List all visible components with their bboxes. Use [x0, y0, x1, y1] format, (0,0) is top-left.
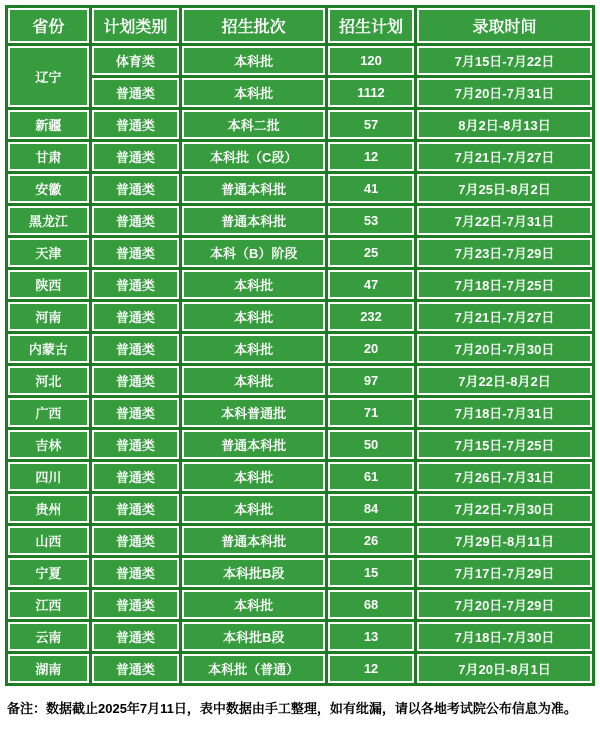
table-cell: 本科批（普通）: [182, 654, 325, 683]
column-header: 省份: [8, 8, 89, 43]
table-row: [8, 174, 592, 203]
table-cell: 本科批（C段）: [182, 142, 325, 171]
table-cell: 云南: [8, 622, 89, 651]
table-cell: 120: [328, 46, 414, 75]
table-cell: 江西: [8, 590, 89, 619]
table-cell: 陕西: [8, 270, 89, 299]
table-row: [8, 654, 592, 683]
table-cell: 13: [328, 622, 414, 651]
table-row: [8, 430, 592, 459]
table-cell: 普通类: [92, 494, 180, 523]
table-row: [8, 366, 592, 395]
table-cell: 本科批: [182, 302, 325, 331]
table-cell: 湖南: [8, 654, 89, 683]
table-cell: 53: [328, 206, 414, 235]
table-cell: 普通本科批: [182, 526, 325, 555]
column-header: 计划类别: [92, 8, 180, 43]
table-row: [8, 334, 592, 363]
table-row: [8, 46, 592, 75]
table-cell: 普通本科批: [182, 430, 325, 459]
table-cell: 84: [328, 494, 414, 523]
table-cell: 新疆: [8, 110, 89, 139]
table-row: [8, 622, 592, 651]
table-cell: 山西: [8, 526, 89, 555]
table-cell: 普通类: [92, 238, 180, 267]
table-body: [8, 46, 592, 683]
table-cell: 辽宁: [8, 46, 89, 107]
table-cell: 50: [328, 430, 414, 459]
table-cell: 普通类: [92, 142, 180, 171]
table-cell: 普通类: [92, 654, 180, 683]
table-row: [8, 558, 592, 587]
table-row: [8, 206, 592, 235]
table-cell: 7月22日-7月30日: [417, 494, 592, 523]
table-cell: 12: [328, 142, 414, 171]
table-cell: 本科批B段: [182, 622, 325, 651]
table-cell: 8月2日-8月13日: [417, 110, 592, 139]
table-cell: 7月22日-7月31日: [417, 206, 592, 235]
table-cell: 普通类: [92, 302, 180, 331]
table-cell: 7月20日-7月29日: [417, 590, 592, 619]
table-cell: 本科批: [182, 270, 325, 299]
table-cell: 天津: [8, 238, 89, 267]
table-cell: 本科批: [182, 462, 325, 491]
table-cell: 26: [328, 526, 414, 555]
table-cell: 河南: [8, 302, 89, 331]
table-row: [8, 462, 592, 491]
table-cell: 本科批: [182, 46, 325, 75]
column-header: 招生批次: [182, 8, 325, 43]
table-cell: 7月18日-7月30日: [417, 622, 592, 651]
table-row: [8, 398, 592, 427]
table-cell: 本科（B）阶段: [182, 238, 325, 267]
table-cell: 7月23日-7月29日: [417, 238, 592, 267]
table-cell: 本科批: [182, 334, 325, 363]
table-cell: 普通类: [92, 366, 180, 395]
table-cell: 贵州: [8, 494, 89, 523]
table-cell: 12: [328, 654, 414, 683]
table-cell: 普通类: [92, 78, 180, 107]
table-cell: 71: [328, 398, 414, 427]
table-cell: 广西: [8, 398, 89, 427]
table-cell: 47: [328, 270, 414, 299]
table-cell: 20: [328, 334, 414, 363]
table-cell: 本科批: [182, 78, 325, 107]
table-cell: 本科普通批: [182, 398, 325, 427]
table-cell: 15: [328, 558, 414, 587]
table-cell: 232: [328, 302, 414, 331]
table-row: [8, 78, 592, 107]
table-cell: 本科批: [182, 590, 325, 619]
table-cell: 吉林: [8, 430, 89, 459]
table-cell: 61: [328, 462, 414, 491]
column-header: 录取时间: [417, 8, 592, 43]
table-cell: 内蒙古: [8, 334, 89, 363]
table-row: [8, 270, 592, 299]
table-cell: 68: [328, 590, 414, 619]
table-cell: 普通类: [92, 590, 180, 619]
table-cell: 普通类: [92, 398, 180, 427]
table-cell: 普通类: [92, 110, 180, 139]
table-cell: 97: [328, 366, 414, 395]
table-cell: 7月15日-7月22日: [417, 46, 592, 75]
table-cell: 7月21日-7月27日: [417, 142, 592, 171]
table-cell: 本科批: [182, 366, 325, 395]
table-cell: 7月20日-7月31日: [417, 78, 592, 107]
table-cell: 四川: [8, 462, 89, 491]
table-row: [8, 526, 592, 555]
table-cell: 河北: [8, 366, 89, 395]
table-cell: 7月17日-7月29日: [417, 558, 592, 587]
table-cell: 普通本科批: [182, 174, 325, 203]
table-cell: 普通类: [92, 430, 180, 459]
header-row: [8, 8, 592, 43]
table-cell: 本科批: [182, 494, 325, 523]
table-cell: 宁夏: [8, 558, 89, 587]
table-cell: 黑龙江: [8, 206, 89, 235]
table-row: [8, 238, 592, 267]
table-cell: 普通类: [92, 526, 180, 555]
table-row: [8, 142, 592, 171]
table-cell: 7月18日-7月25日: [417, 270, 592, 299]
table-cell: 1112: [328, 78, 414, 107]
table-cell: 7月26日-7月31日: [417, 462, 592, 491]
table-cell: 41: [328, 174, 414, 203]
table-cell: 57: [328, 110, 414, 139]
table-cell: 体育类: [92, 46, 180, 75]
table-row: [8, 494, 592, 523]
table-cell: 本科批B段: [182, 558, 325, 587]
table-cell: 普通类: [92, 462, 180, 491]
admission-plan-table: [5, 5, 595, 686]
table-cell: 7月29日-8月11日: [417, 526, 592, 555]
table-header: [8, 8, 592, 43]
table-cell: 普通类: [92, 558, 180, 587]
table-cell: 普通类: [92, 334, 180, 363]
table-cell: 普通本科批: [182, 206, 325, 235]
table-cell: 7月15日-7月25日: [417, 430, 592, 459]
table-cell: 7月20日-8月1日: [417, 654, 592, 683]
table-row: [8, 590, 592, 619]
table-cell: 本科二批: [182, 110, 325, 139]
table-cell: 7月20日-7月30日: [417, 334, 592, 363]
table-cell: 7月21日-7月27日: [417, 302, 592, 331]
table-cell: 普通类: [92, 622, 180, 651]
table-cell: 普通类: [92, 270, 180, 299]
table-row: [8, 302, 592, 331]
table-cell: 甘肃: [8, 142, 89, 171]
table-cell: 7月18日-7月31日: [417, 398, 592, 427]
table-cell: 7月22日-8月2日: [417, 366, 592, 395]
table-cell: 普通类: [92, 206, 180, 235]
table-cell: 普通类: [92, 174, 180, 203]
table-cell: 25: [328, 238, 414, 267]
column-header: 招生计划: [328, 8, 414, 43]
table-cell: 安徽: [8, 174, 89, 203]
table-cell: 7月25日-8月2日: [417, 174, 592, 203]
footer-note: 备注：数据截止2025年7月11日，表中数据由手工整理，如有纰漏，请以各地考试院公布信息为准。: [7, 701, 577, 716]
table-row: [8, 110, 592, 139]
